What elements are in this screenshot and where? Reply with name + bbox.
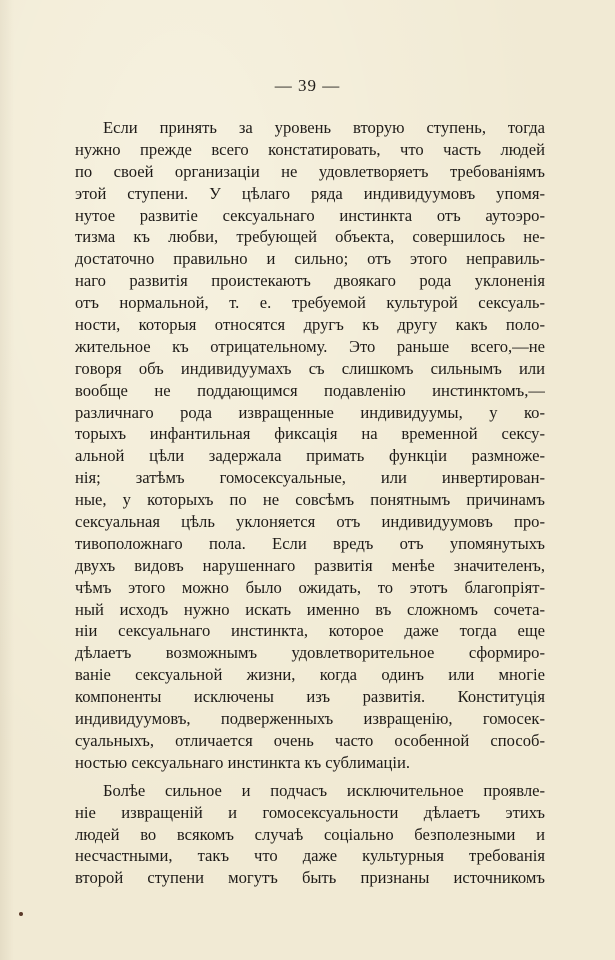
- text-line: этой ступени. У цѣлаго ряда индивидуумовъ упомя-: [75, 183, 545, 203]
- text-line: вообще не поддающимся подавленію инстинктомъ,—: [75, 380, 545, 400]
- text-line: тивоположнаго пола. Если вредъ отъ упомянутыхъ: [75, 533, 545, 553]
- text-line: суальныхъ, отличается очень часто особенной способ-: [75, 730, 545, 750]
- text-line: компоненты исключены изъ развитія. Конституція: [75, 687, 545, 707]
- text-line: ные, у которыхъ по не совсѣмъ понятнымъ причинамъ: [75, 490, 545, 510]
- text-line: нутое развитіе сексуальнаго инстинкта отъ аутоэро-: [75, 205, 545, 225]
- text-line: отъ нормальной, т. е. требуемой культурой сексуаль-: [75, 293, 545, 313]
- text-line: ностью сексуальнаго инстинкта къ сублимаціи.: [75, 752, 410, 772]
- text-line: несчастными, такъ что даже культурныя требованія: [75, 846, 545, 866]
- text-line: ности, которыя относятся другъ къ другу какъ поло-: [75, 315, 545, 335]
- text-line: людей во всякомъ случаѣ соціально безполезными и: [75, 824, 545, 844]
- text-line: нужно прежде всего констатировать, что часть людей: [75, 139, 545, 159]
- text-line: ніи сексуальнаго инстинкта, которое даже тогда еще: [75, 621, 545, 641]
- text-line: Если принять за уровень вторую ступень, тогда: [103, 118, 545, 137]
- text-line: различнаго рода извращенные индивидуумы, у ко-: [75, 402, 545, 422]
- text-line: жительное къ отрицательному. Это раньше всего,—не: [75, 336, 545, 356]
- text-line: Болѣе сильное и подчасъ исключительное проявле-: [103, 780, 545, 800]
- paragraph: [75, 780, 545, 889]
- text-line: наго развитія проистекаютъ двоякаго рода уклоненія: [75, 271, 545, 291]
- page-number: — 39 —: [274, 76, 341, 95]
- paragraph: [75, 117, 545, 774]
- text-line: по своей организаціи не удовлетворяетъ требованіямъ: [75, 161, 545, 181]
- text-line: индивидуумовъ, подверженныхъ извращенію, гомосек-: [75, 709, 545, 729]
- text-line: нія; затѣмъ гомосексуальные, или инвертирован-: [75, 468, 545, 488]
- text-line: альной цѣли задержала примать функціи размноже-: [75, 446, 545, 466]
- text-line: двухъ видовъ нарушеннаго развитія менѣе значителенъ,: [75, 555, 545, 575]
- ink-speck: [19, 912, 23, 916]
- text-line: достаточно правильно и сильно; отъ этого неправиль-: [75, 249, 545, 269]
- text-line: ный исходъ нужно искать именно въ сложномъ сочета-: [75, 599, 545, 619]
- text-line: тизма къ любви, требующей объекта, совершилось не-: [75, 227, 545, 247]
- text-line: говоря объ индивидуумахъ съ слишкомъ сильнымъ или: [75, 358, 545, 378]
- text-line: чѣмъ этого можно было ожидать, то этотъ благопріят-: [75, 577, 545, 597]
- body-text: [75, 117, 545, 889]
- text-line: второй ступени могутъ быть признаны источникомъ: [75, 868, 545, 888]
- text-line: ніе извращеній и гомосексуальности дѣлаетъ этихъ: [75, 802, 545, 822]
- text-line: ваніе сексуальной жизни, когда одинъ или многіе: [75, 665, 545, 685]
- text-line: дѣлаетъ возможнымъ удовлетворительное сформиро-: [75, 643, 545, 663]
- text-line: сексуальная цѣль уклоняется отъ индивидуумовъ про-: [75, 512, 545, 532]
- text-line: торыхъ инфантильная фиксація на временной сексу-: [75, 424, 545, 444]
